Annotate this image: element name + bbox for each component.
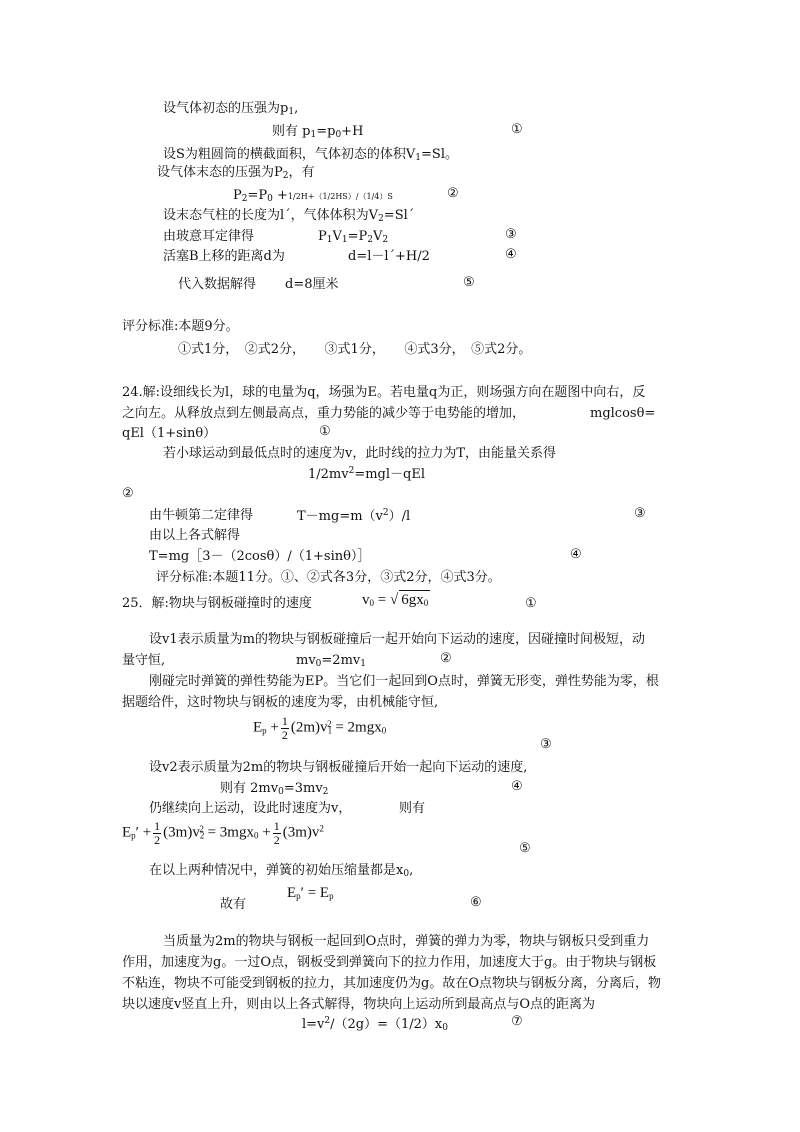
q24-line-1: 24.解:设细线长为l，球的电量为q，场强为E。若电量q为正，则场强方向在题图中向右，反 bbox=[122, 385, 646, 400]
q25-line-13: 不粘连，物块不可能受到钢板的拉力，其加速度仍为g。故在O点物块与钢板分离，分离后，物 bbox=[122, 976, 661, 991]
equation-5: d=8厘米 bbox=[285, 277, 339, 292]
marker-2: ② bbox=[122, 486, 134, 501]
q24-line-2: 之向左。从释放点到左侧最高点，重力势能的减少等于电势能的增加， bbox=[122, 406, 526, 421]
score-items: ①式1分， ②式2分， ③式1分， ④式3分， ⑤式2分。 bbox=[178, 342, 532, 357]
q25-equation-3: $E_p$ + $\frac{1}{2}$ $(2m)v_1^2 = 2mgx_0$ bbox=[253, 714, 387, 742]
marker-5: ⑤ bbox=[519, 841, 531, 856]
text-line: 活塞B上移的距离d为 bbox=[163, 249, 285, 264]
q24-score: 评分标准:本题11分。①、②式各3分，③式2分，④式3分。 bbox=[156, 570, 501, 585]
text-line: 代入数据解得 bbox=[178, 277, 257, 292]
q25-line-2: 设v1表示质量为m的物块与钢板碰撞后一起开始向下运动的速度，因碰撞时间极短，动 bbox=[149, 632, 645, 647]
score-title: 评分标准:本题9分。 bbox=[122, 319, 239, 334]
marker-5: ⑤ bbox=[463, 275, 475, 290]
q25-equation-6: $E_p' = E_p$ bbox=[287, 885, 334, 901]
marker-2: ② bbox=[447, 186, 459, 201]
q25-equation-1: $v_0$ = √ $6gx_0$ bbox=[362, 592, 429, 608]
text-line: 设气体初态的压强为$p_1$, bbox=[163, 101, 299, 117]
q24-line-4: 若小球运动到最低点时的速度为v，此时线的拉力为T，由能量关系得 bbox=[163, 446, 557, 461]
q25-line-8: 仍继续向上运动，设此时速度为v， bbox=[149, 801, 352, 816]
q25-equation-4: 则有 $2mv_0=3mv_2$ bbox=[220, 781, 329, 797]
q25-equation-5: $E_p'$ + $\frac{1}{2}$ $(3m)v_2^2 = 3mgx_0$ + $\frac{1}{2}$ $(3m)v^2$ bbox=[122, 819, 324, 847]
q25-line-3: 量守恒, bbox=[122, 653, 166, 668]
q25-line-11: 当质量为2m的物块与钢板一起回到O点时，弹簧的弹力为零，物块与钢板只受到重力 bbox=[163, 934, 650, 949]
text-line: 设末态气柱的长度为lˊ，气体体积为$V_2=Slˊ$ bbox=[163, 208, 415, 224]
equation-1: 则有 $p_1=p_0+H$ bbox=[272, 124, 364, 140]
marker-1: ① bbox=[319, 424, 331, 439]
q25-line-9: 在以上两种情况中，弹簧的初始压缩量都是$x_0$, bbox=[149, 863, 414, 879]
text-line: 由玻意耳定律得 bbox=[163, 229, 255, 244]
text-line: 设气体末态的压强为$P_2$，有 bbox=[157, 165, 315, 181]
marker-2: ② bbox=[440, 651, 452, 666]
q25-line-6: 设v2表示质量为2m的物块与钢板碰撞后开始一起向下运动的速度, bbox=[149, 760, 528, 775]
q25-line-5: 据题给件，这时物块与钢板的速度为零，由机械能守恒, bbox=[122, 695, 439, 710]
q24-equation-2: $1/2mv^2=mgl-qEl$ bbox=[308, 466, 425, 482]
q24-equation-3: $T-mg=m(v^2)/l$ bbox=[297, 508, 411, 524]
q25-line-1: 25．解:物块与钢板碰撞时的速度 bbox=[122, 596, 312, 611]
q25-equation-7: $l=v^2/(2g)=(1/2)x_0$ bbox=[302, 1016, 448, 1033]
q25-line-12: 作用，加速度为g。一过O点，钢板受到弹簧向下的拉力作用，加速度大于g。由于物块与钢板 bbox=[122, 955, 657, 970]
q25-line-14: 块以速度v竖直上升，则由以上各式解得，物块向上运动所到最高点与O点的距离为 bbox=[122, 997, 596, 1012]
marker-7: ⑦ bbox=[511, 1014, 523, 1029]
marker-3: ③ bbox=[505, 227, 517, 242]
marker-3: ③ bbox=[540, 737, 552, 752]
q25-line-4: 刚碰完时弹簧的弹性势能为EP。当它们一起回到O点时，弹簧无形变，弹性势能为零，根 bbox=[149, 674, 659, 689]
q24-line-7: 由牛顿第二定律得 bbox=[149, 508, 254, 523]
q24-equation-1b: qEl（1+sinθ） bbox=[122, 426, 217, 441]
q24-equation-4: T=mg［3－（2cosθ）/（1+sinθ）］ bbox=[149, 549, 371, 564]
marker-4: ④ bbox=[505, 247, 517, 262]
marker-6: ⑥ bbox=[470, 895, 482, 910]
marker-1: ① bbox=[511, 122, 523, 137]
marker-4: ④ bbox=[570, 547, 582, 562]
equation-2: $P_2=P_0 +1/2H+(1/2HS)/(1/4)S$ bbox=[233, 188, 393, 204]
marker-1: ① bbox=[525, 596, 537, 611]
equation-4: d=l－lˊ+H/2 bbox=[348, 249, 430, 264]
marker-4: ④ bbox=[511, 779, 523, 794]
q24-equation-1a: mglcosθ= bbox=[590, 406, 656, 421]
q25-equation-2: $mv_0=2mv_1$ bbox=[296, 653, 366, 669]
text-line: 设S为粗圆筒的横截面积，气体初态的体积$V_1=Sl$。 bbox=[163, 147, 458, 163]
marker-3: ③ bbox=[634, 506, 646, 521]
q24-line-8: 由以上各式解得 bbox=[149, 528, 241, 543]
q25-line-10: 故有 bbox=[220, 897, 247, 912]
q25-line-8b: 则有 bbox=[399, 801, 426, 816]
equation-3: $P_1V_1=P_2V_2$ bbox=[318, 229, 389, 245]
